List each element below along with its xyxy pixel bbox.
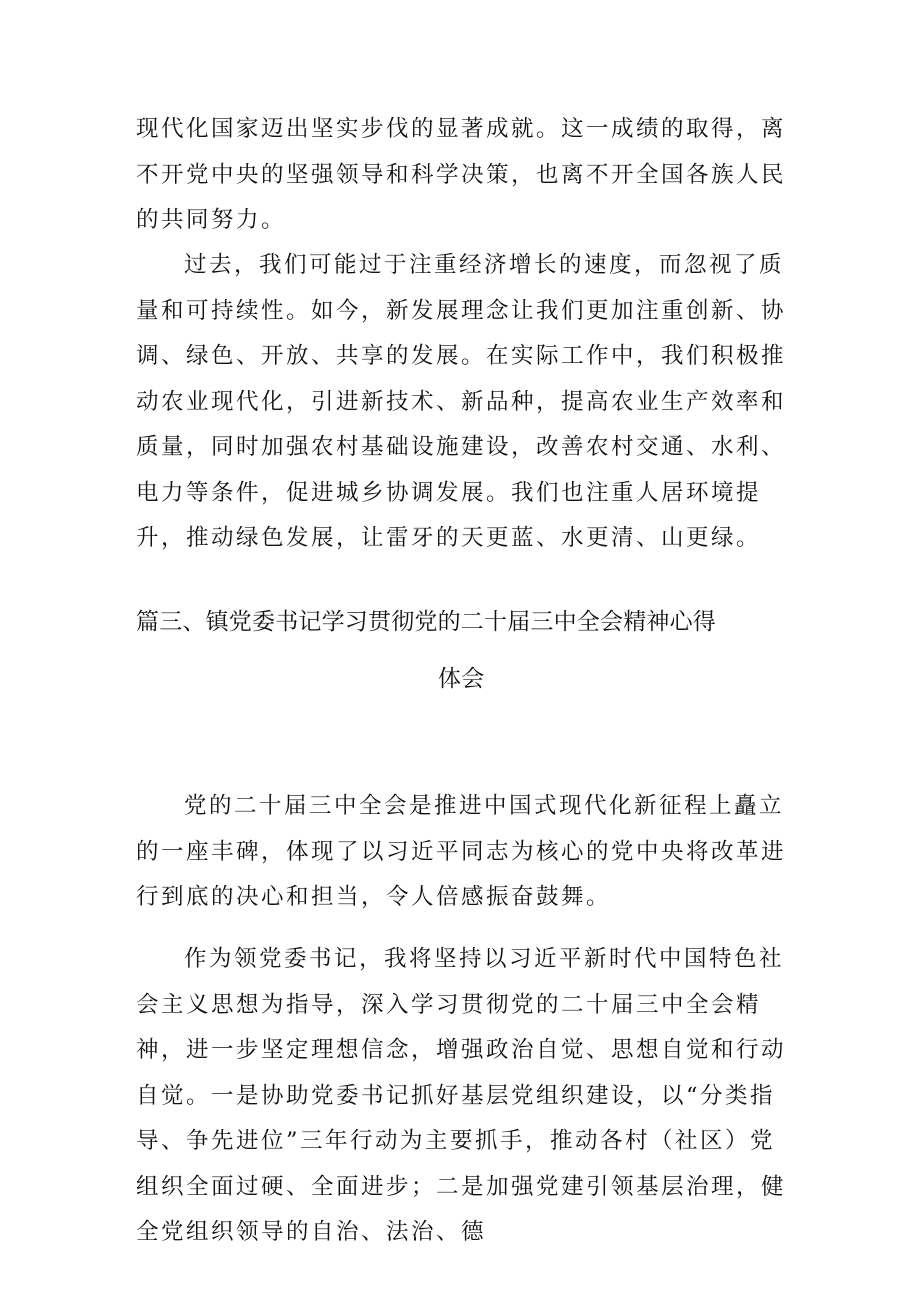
section-title-line-2: 体会 [438,666,485,692]
paragraph-development: 过去，我们可能过于注重经济增长的速度，而忽视了质量和可持续性。如今，新发展理念让我们更加注重创新、协调、绿色、开放、共享的发展。在实际工作中，我们积极推动农业现代化，引进新技术、新品种，提高农业生产效率和质量，同时加强农村基础设施建设，改善农村交通、水利、电力等条件，促进城乡协调发展。我们也注重人居环境提升，推动绿色发展，让雷牙的天更蓝、水更清、山更绿。 [136,252,787,551]
paragraph-plenum: 党的二十届三中全会是推进中国式现代化新征程上矗立的一座丰碑，体现了以习近平同志为核心的党中央将改革进行到底的决心和担当，令人倍感振奋鼓舞。 [136,793,787,910]
section-title-line-1: 篇三、镇党委书记学习贯彻党的二十届三中全会精神心得 [136,609,716,635]
paragraph-continuation: 现代化国家迈出坚实步伐的显著成就。这一成绩的取得，离不开党中央的坚强领导和科学决策，也离不开全国各族人民的共同努力。 [136,116,787,233]
paragraph-commitment: 作为领党委书记，我将坚持以习近平新时代中国特色社会主义思想为指导，深入学习贯彻党的二十届三中全会精神，进一步坚定理想信念，增强政治自觉、思想自觉和行动自觉。一是协助党委书记抓好基层党组织建设，以“分类指导、争先进位”三年行动为主要抓手，推动各村（社区）党组织全面过硬、全面进步；二是加强党建引领基层治理，健全党组织领导的自治、法治、德 [136,946,787,1245]
